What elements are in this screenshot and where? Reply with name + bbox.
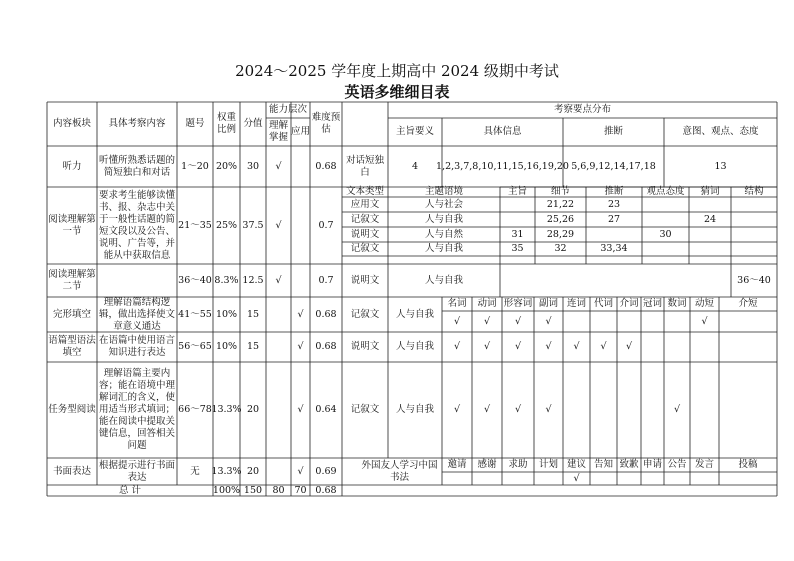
reading1-texttype: 文本类型 [345, 186, 384, 197]
grammar-mark: √ [514, 341, 522, 352]
cloze-col-header: 动短 [694, 298, 714, 309]
grammar-mark: √ [453, 341, 461, 352]
reading1-row-infer: 27 [607, 213, 621, 225]
task-mark: √ [453, 404, 461, 415]
reading1-understand: √ [275, 219, 282, 231]
listening-content: 听懂所熟悉话题的简短独白和对话 [98, 154, 175, 178]
grammar-qnum: 56～65 [178, 341, 212, 352]
reading2-block: 阅读理解第二节 [48, 268, 96, 292]
task-qnum: 66～78 [178, 404, 212, 415]
cloze-col-header: 形容词 [503, 298, 533, 309]
reading2-difficulty: 0.7 [318, 274, 334, 286]
grammar-score: 15 [246, 341, 260, 352]
task-mark [617, 362, 641, 458]
cloze-difficulty: 0.68 [315, 308, 337, 320]
reading1-col-header: 观点态度 [646, 186, 685, 197]
task-mark: √ [545, 404, 552, 415]
listening-score: 30 [246, 160, 260, 172]
writing-mark [641, 472, 664, 485]
writing-score: 20 [246, 465, 260, 477]
writing-col-header: 申请 [642, 459, 662, 470]
total-score: 150 [243, 484, 263, 496]
reading2-type: 说明文 [350, 274, 380, 286]
task-apply: √ [297, 404, 304, 415]
reading2-qnum: 36～40 [178, 274, 212, 286]
reading1-row-type: 记叙文 [350, 243, 380, 254]
reading1-row-infer: 23 [607, 198, 621, 210]
reading1-row-detail: 25,26 [546, 213, 575, 225]
reading1-row-struct [731, 197, 777, 212]
reading1-row-type: 应用文 [350, 198, 380, 210]
listening-sub-detail: 具体信息 [483, 126, 522, 137]
reading2-score: 12.5 [242, 274, 264, 286]
reading2-context: 人与自我 [424, 274, 463, 286]
cloze-mark: √ [514, 315, 522, 327]
grammar-mark [664, 332, 690, 362]
listening-detail: 1,2,3,7,8,10,11,15,16,19,20 [436, 160, 569, 172]
reading1-difficulty: 0.7 [318, 219, 334, 231]
grammar-mark: √ [573, 341, 580, 352]
cloze-mark [617, 311, 641, 332]
reading1-row-infer: 33,34 [600, 243, 628, 254]
cloze-col-header: 数词 [667, 298, 687, 309]
total-understand: 80 [272, 484, 285, 496]
reading1-row-guess: 24 [703, 213, 717, 225]
cloze-mark: √ [453, 315, 461, 327]
writing-mark [664, 472, 690, 485]
reading1-row-main: 31 [511, 228, 524, 240]
cloze-mark: √ [483, 315, 491, 327]
grammar-mark: √ [625, 341, 633, 352]
reading1-row-struct [731, 212, 777, 227]
reading1-col-header: 推断 [604, 186, 624, 197]
reading2-struct: 36～40 [737, 274, 771, 286]
writing-qnum: 无 [190, 465, 200, 477]
reading1-row-type: 说明文 [350, 228, 380, 240]
listening-sub-infer: 推断 [603, 126, 623, 137]
listening-difficulty: 0.68 [315, 160, 337, 172]
cloze-mark [664, 311, 690, 332]
writing-mark [617, 472, 641, 485]
reading1-col-header: 结构 [744, 186, 764, 197]
grammar-mark [690, 332, 719, 362]
cloze-context: 人与自我 [395, 308, 434, 320]
reading1-row-context: 人与自我 [424, 243, 463, 254]
cloze-col-header: 动词 [477, 298, 497, 309]
writing-col-header: 求助 [508, 459, 528, 470]
grammar-weight: 10% [215, 341, 238, 352]
task-mark: √ [483, 404, 491, 415]
cloze-mark [590, 311, 617, 332]
cloze-col-header: 介短 [738, 298, 758, 309]
writing-mark [472, 472, 502, 485]
header-understand: 理解掌握 [268, 120, 288, 143]
writing-difficulty: 0.69 [315, 465, 337, 477]
grammar-block: 语篇型语法填空 [48, 335, 96, 358]
listening-infer: 5,6,9,12,14,17,18 [571, 160, 656, 172]
listening-understand: √ [275, 160, 282, 172]
cloze-mark [719, 311, 777, 332]
cloze-block: 完形填空 [52, 308, 91, 320]
task-block: 任务型阅读 [48, 404, 96, 415]
cloze-col-header: 介词 [619, 298, 639, 309]
grammar-apply: √ [297, 341, 304, 352]
listening-sub-main: 主旨要义 [395, 126, 434, 137]
document-title: 2024～2025 学年度上期高中 2024 级期中考试 [235, 62, 559, 80]
writing-weight: 13.3% [211, 465, 242, 477]
header-block: 内容板块 [52, 118, 91, 129]
reading1-row-detail: 28,29 [546, 228, 575, 240]
reading1-row-attitude: 30 [659, 228, 672, 240]
header-focus: 考察要点分布 [553, 104, 611, 115]
writing-col-header: 建议 [566, 459, 586, 470]
reading1-row-struct [731, 242, 777, 256]
listening-type: 对话短独白 [345, 154, 384, 178]
task-difficulty: 0.64 [315, 404, 337, 415]
writing-col-header: 计划 [538, 459, 558, 470]
cloze-col-header: 名词 [447, 298, 467, 309]
writing-col-header: 发言 [694, 459, 714, 470]
writing-mark [690, 472, 719, 485]
grammar-content: 在语篇中使用语言知识进行表达 [98, 335, 175, 358]
cloze-qnum: 41～55 [178, 308, 212, 320]
header-score: 分值 [243, 118, 263, 129]
writing-mark [442, 472, 472, 485]
writing-col-header: 邀请 [447, 459, 467, 470]
reading2-understand: √ [275, 274, 282, 286]
writing-mark [719, 472, 777, 485]
cloze-mark: √ [701, 315, 708, 327]
writing-topic: 外国友人学习中国书法 [361, 459, 438, 483]
reading1-context: 主题语境 [424, 186, 463, 197]
task-mark [690, 362, 719, 458]
listening-sub-attitude: 意图、观点、态度 [682, 126, 759, 137]
grammar-context: 人与自我 [395, 341, 434, 352]
reading1-col-header: 主旨 [507, 186, 527, 197]
listening-main: 4 [411, 160, 419, 172]
reading1-row-main: 35 [511, 243, 524, 254]
grammar-difficulty: 0.68 [315, 341, 337, 352]
writing-mark [590, 472, 617, 485]
grammar-mark [641, 332, 664, 362]
cloze-col-header: 副词 [538, 298, 558, 309]
total-apply: 70 [294, 484, 307, 496]
reading1-score: 37.5 [242, 219, 264, 231]
reading1-row-detail: 21,22 [546, 198, 575, 210]
reading1-col-header: 猜词 [700, 186, 720, 197]
reading1-row-guess [689, 242, 731, 256]
header-ability: 能力层次 [268, 104, 307, 115]
reading1-row-infer [586, 227, 642, 242]
header-weight: 权重比例 [216, 112, 236, 135]
task-content: 理解语篇主要内容；能在语境中理解词汇的含义，使用适当形式填词；能在阅读中提取关键信息，回答相关问题 [98, 368, 175, 451]
listening-qnum: 1～20 [181, 160, 209, 172]
cloze-mark: √ [545, 315, 552, 327]
task-weight: 13.3% [211, 404, 242, 415]
writing-mark [502, 472, 534, 485]
task-mark: √ [514, 404, 522, 415]
cloze-weight: 10% [215, 308, 238, 320]
writing-mark: √ [573, 472, 580, 484]
reading1-row-attitude [642, 212, 689, 227]
reading1-block: 阅读理解第一节 [48, 213, 96, 237]
header-difficulty: 难度预估 [311, 112, 341, 135]
cloze-score: 15 [246, 308, 260, 320]
reading2-weight: 8.3% [214, 274, 239, 286]
reading1-row-detail: 32 [554, 243, 567, 254]
cloze-type: 记叙文 [350, 308, 380, 320]
cloze-col-header: 冠词 [642, 298, 662, 309]
task-score: 20 [246, 404, 260, 415]
writing-mark [534, 472, 563, 485]
listening-block: 听力 [62, 160, 82, 172]
listening-attitude: 13 [714, 160, 727, 172]
writing-content: 根据提示进行书面表达 [98, 459, 175, 483]
grammar-type: 说明文 [350, 341, 380, 352]
cloze-apply: √ [297, 308, 304, 320]
writing-col-header: 公告 [667, 459, 687, 470]
reading1-row-context: 人与自我 [424, 213, 463, 225]
task-mark [719, 362, 777, 458]
task-context: 人与自我 [395, 404, 434, 415]
task-type: 记叙文 [350, 404, 380, 415]
writing-col-header: 感谢 [477, 459, 497, 470]
writing-col-header: 致歉 [619, 459, 639, 470]
reading1-row-attitude [642, 197, 689, 212]
total-difficulty: 0.68 [315, 484, 337, 496]
cloze-col-header: 连词 [566, 298, 586, 309]
reading1-row-attitude [642, 242, 689, 256]
cloze-mark [641, 311, 664, 332]
task-mark [590, 362, 617, 458]
total-label: 总 计 [118, 484, 142, 496]
header-content: 具体考察内容 [108, 118, 166, 129]
task-mark [641, 362, 664, 458]
reading1-row-context: 人与社会 [424, 198, 463, 210]
total-weight: 100% [212, 484, 241, 496]
reading1-row-main [500, 197, 535, 212]
writing-col-header: 投稿 [738, 459, 758, 470]
reading1-content: 要求考生能够读懂书、报、杂志中关于一般性话题的简短文段以及公告、说明、广告等，并能从中获取信息 [98, 189, 175, 261]
reading1-col-header: 细节 [550, 186, 570, 197]
header-apply: 应用 [291, 126, 311, 137]
grammar-mark: √ [600, 341, 607, 352]
document-subtitle: 英语多维细目表 [344, 83, 450, 101]
grammar-mark: √ [483, 341, 491, 352]
reading1-row-type: 记叙文 [350, 213, 380, 225]
reading1-row-context: 人与自然 [424, 228, 463, 240]
task-mark: √ [673, 404, 681, 415]
cloze-col-header: 代词 [593, 298, 613, 309]
cloze-content: 理解语篇结构逻辑，做出选择使文章意义通达 [98, 296, 175, 332]
task-mark [563, 362, 590, 458]
reading1-weight: 25% [215, 219, 238, 231]
grammar-mark: √ [545, 341, 552, 352]
writing-col-header: 告知 [593, 459, 613, 470]
reading1-row-guess [689, 197, 731, 212]
reading1-row-guess [689, 227, 731, 242]
grammar-mark [719, 332, 777, 362]
reading1-qnum: 21～35 [178, 219, 212, 231]
listening-weight: 20% [215, 160, 238, 172]
cloze-mark [563, 311, 590, 332]
reading1-row-struct [731, 227, 777, 242]
writing-apply: √ [297, 465, 304, 477]
reading1-row-main [500, 212, 535, 227]
writing-block: 书面表达 [52, 465, 91, 477]
header-qnum: 题号 [185, 118, 205, 129]
